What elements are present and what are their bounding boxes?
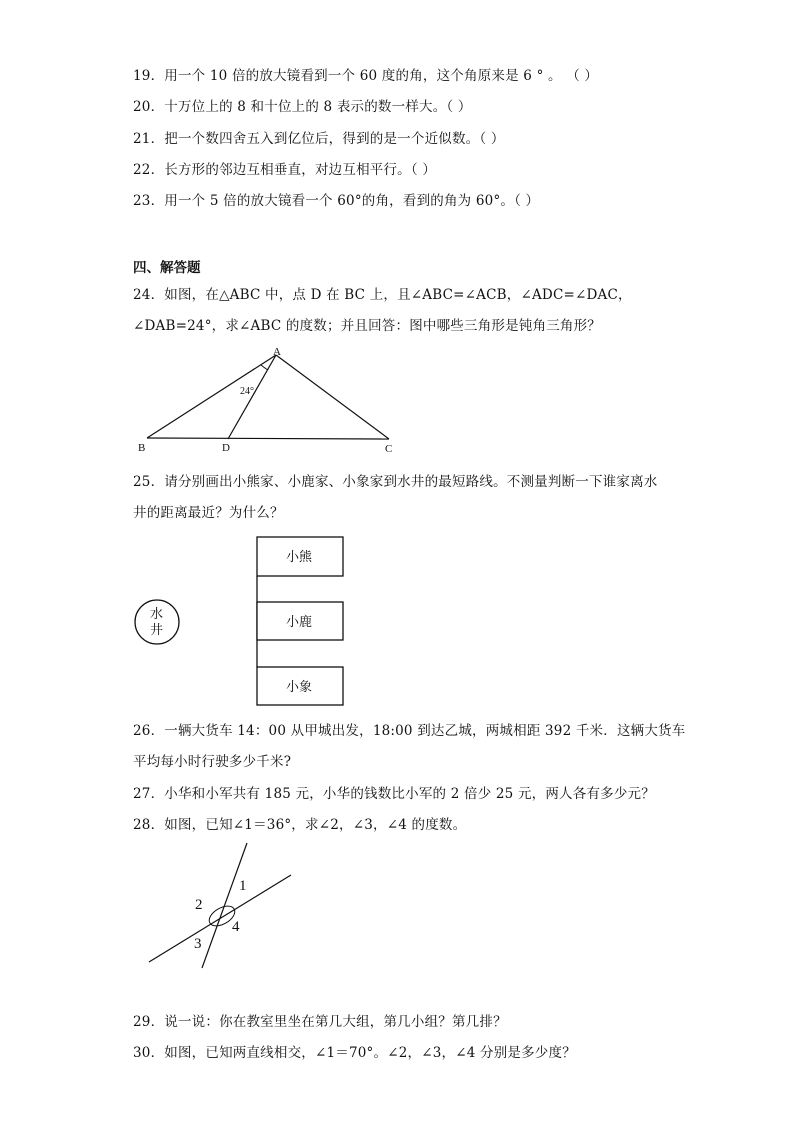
well-label-top: 水 — [150, 607, 164, 622]
angle-label-1: 1 — [239, 878, 247, 894]
question-30: 30．如图，已知两直线相交，∠1＝70°。∠2，∠3，∠4 分别是多少度？ — [133, 1045, 576, 1061]
side-ab — [147, 355, 276, 438]
question-21: 21．把一个数四舍五入到亿位后，得到的是一个近似数。（ ） — [133, 131, 505, 147]
question-23: 23．用一个 5 倍的放大镜看一个 60°的角，看到的角为 60°。（ ） — [133, 193, 540, 209]
label-a: A — [273, 346, 281, 358]
angle-label: 24° — [240, 386, 254, 397]
question-29: 29．说一说：你在教室里坐在第几大组，第几小组？第几排？ — [133, 1014, 507, 1030]
question-25-line1: 25．请分别画出小熊家、小鹿家、小象家到水井的最短路线。不测量判断一下谁家离水 — [133, 474, 658, 490]
house-bear-label: 小熊 — [286, 550, 313, 565]
triangle-figure — [130, 345, 400, 455]
question-24-line2: ∠DAB=24°，求∠ABC 的度数；并且回答：图中哪些三角形是钝角三角形？ — [133, 318, 601, 334]
label-c: C — [385, 443, 393, 455]
label-d: D — [222, 442, 230, 454]
angle-label-4: 4 — [232, 919, 240, 935]
side-bc — [147, 438, 389, 439]
question-22: 22．长方形的邻边互相垂直，对边互相平行。（ ） — [133, 162, 437, 178]
question-26-line1: 26．一辆大货车 14：00 从甲城出发，18:00 到达乙城，两城相距 392 千米．这辆大货车 — [133, 723, 686, 739]
intersecting-lines-figure — [140, 838, 300, 978]
segment-ad — [228, 355, 276, 439]
house-deer-label: 小鹿 — [286, 615, 313, 630]
angle-label-2: 2 — [195, 897, 203, 913]
question-20: 20．十万位上的 8 和十位上的 8 表示的数一样大。（ ） — [133, 99, 472, 115]
question-19: 19．用一个 10 倍的放大镜看到一个 60 度的角，这个角原来是 6 ° 。 （ ） — [133, 68, 599, 84]
label-b: B — [138, 442, 146, 454]
question-27: 27．小华和小军共有 185 元，小华的钱数比小军的 2 倍少 25 元，两人各有多少元？ — [133, 786, 655, 802]
house-elephant-label: 小象 — [286, 680, 313, 695]
question-25-line2: 井的距离最近？为什么？ — [133, 505, 284, 521]
angle-arc — [261, 365, 268, 370]
question-24-line1: 24．如图，在△ABC 中，点 D 在 BC 上，且∠ABC=∠ACB，∠ADC=∠DAC， — [133, 287, 632, 303]
side-ac — [276, 355, 389, 439]
well-figure — [130, 530, 360, 710]
angle-label-3: 3 — [194, 936, 202, 952]
question-28: 28．如图，已知∠1＝36°，求∠2，∠3，∠4 的度数。 — [133, 817, 467, 833]
line-shallow — [149, 875, 291, 962]
question-26-line2: 平均每小时行驶多少千米? — [133, 754, 292, 770]
well-label-bottom: 井 — [150, 623, 164, 638]
section-title: 四、解答题 — [133, 260, 201, 276]
